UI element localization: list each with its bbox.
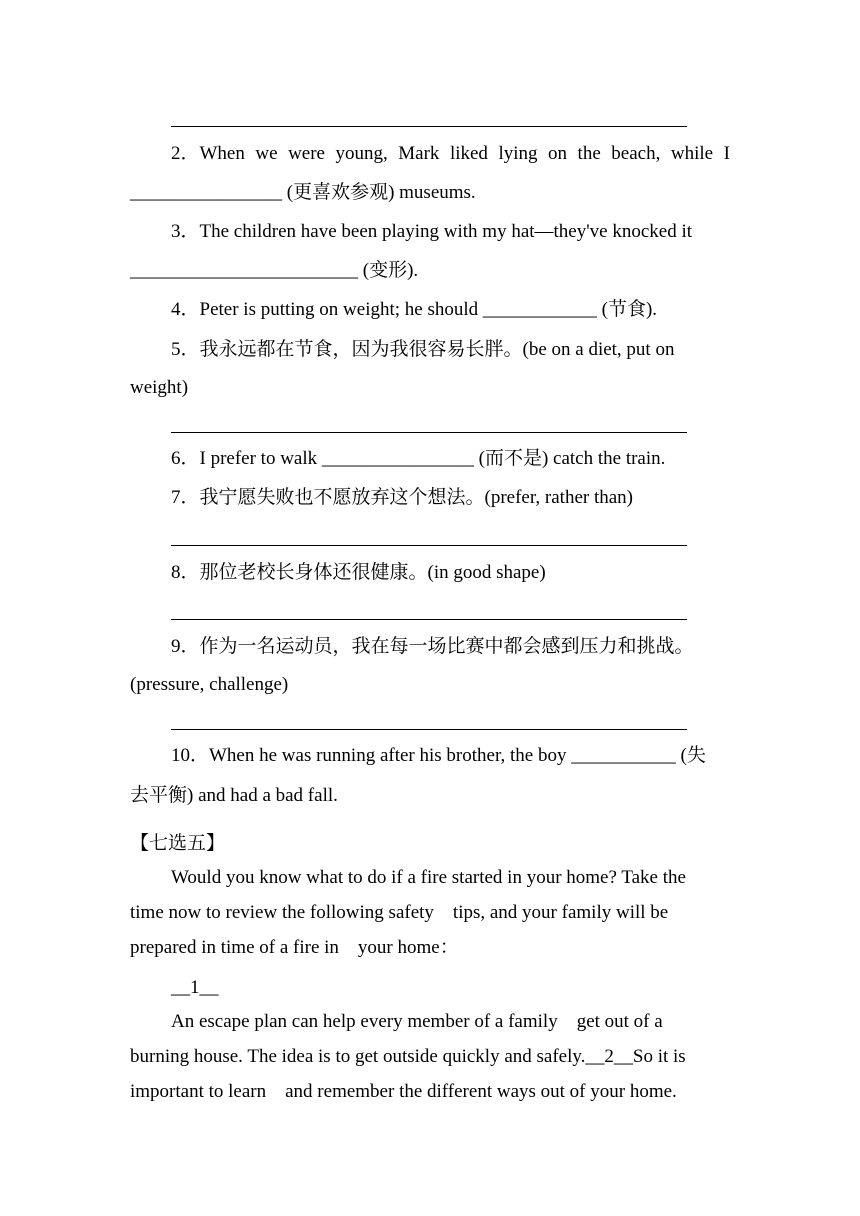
- question-3-line-2: ________________________ (变形).: [130, 260, 419, 281]
- blank-1[interactable]: __1__: [171, 977, 219, 998]
- answer-line-8[interactable]: [171, 619, 687, 620]
- answer-line-9[interactable]: [171, 729, 687, 730]
- question-10-line-2: 去平衡) and had a bad fall.: [130, 785, 338, 806]
- question-7: 7．我宁愿失败也不愿放弃这个想法。(prefer, rather than): [171, 487, 634, 508]
- question-2-word: the: [577, 143, 601, 164]
- question-2-line-1: [171, 142, 730, 166]
- question-2-line-2: ________________ (更喜欢参观) museums.: [130, 182, 476, 203]
- question-9-line-2: (pressure, challenge): [130, 674, 289, 695]
- question-4: 4．Peter is putting on weight; he should ____________ (节食).: [171, 299, 658, 320]
- passage-para-2-line-2: burning house. The idea is to get outside quickly and safely.__2__So it is: [130, 1046, 686, 1067]
- question-2-word: liked: [449, 143, 488, 164]
- question-2-word: I: [723, 143, 730, 164]
- question-2-word: we: [255, 143, 278, 164]
- passage-para-1-line-1: Would you know what to do if a fire started in your home? Take the: [171, 867, 686, 888]
- section-title: 【七选五】: [130, 833, 226, 854]
- question-2-word: beach,: [611, 143, 661, 164]
- question-10-line-1: 10．When he was running after his brother, the boy ___________ (失: [171, 745, 706, 766]
- question-2-word: were: [288, 143, 325, 164]
- question-5-line-2: weight): [130, 377, 189, 398]
- passage-para-1-line-2: time now to review the following safety tips, and your family will be: [130, 902, 669, 923]
- question-2-word: lying: [498, 143, 538, 164]
- question-6: 6．I prefer to walk ________________ (而不是) catch the train.: [171, 448, 666, 469]
- passage-para-1-line-3: prepared in time of a fire in your home：: [130, 937, 459, 958]
- question-8: 8．那位老校长身体还很健康。(in good shape): [171, 562, 546, 583]
- question-3-line-1: 3．The children have been playing with my hat—they've knocked it: [171, 221, 693, 242]
- question-2-word: young,: [335, 143, 388, 164]
- question-2-word: Mark: [398, 143, 440, 164]
- passage-para-2-line-1: An escape plan can help every member of a family get out of a: [171, 1011, 663, 1032]
- question-2-word: while: [670, 143, 714, 164]
- answer-line-7[interactable]: [171, 545, 687, 546]
- question-9-line-1: 9．作为一名运动员，我在每一场比赛中都会感到压力和挑战。: [171, 636, 694, 657]
- answer-line-1[interactable]: [171, 126, 687, 127]
- answer-line-5[interactable]: [171, 432, 687, 433]
- question-2-word: on: [548, 143, 568, 164]
- passage-para-2-line-3: important to learn and remember the different ways out of your home.: [130, 1081, 677, 1102]
- question-5-line-1: 5．我永远都在节食，因为我很容易长胖。(be on a diet, put on: [171, 339, 675, 360]
- question-2-word: 2．When: [171, 143, 245, 164]
